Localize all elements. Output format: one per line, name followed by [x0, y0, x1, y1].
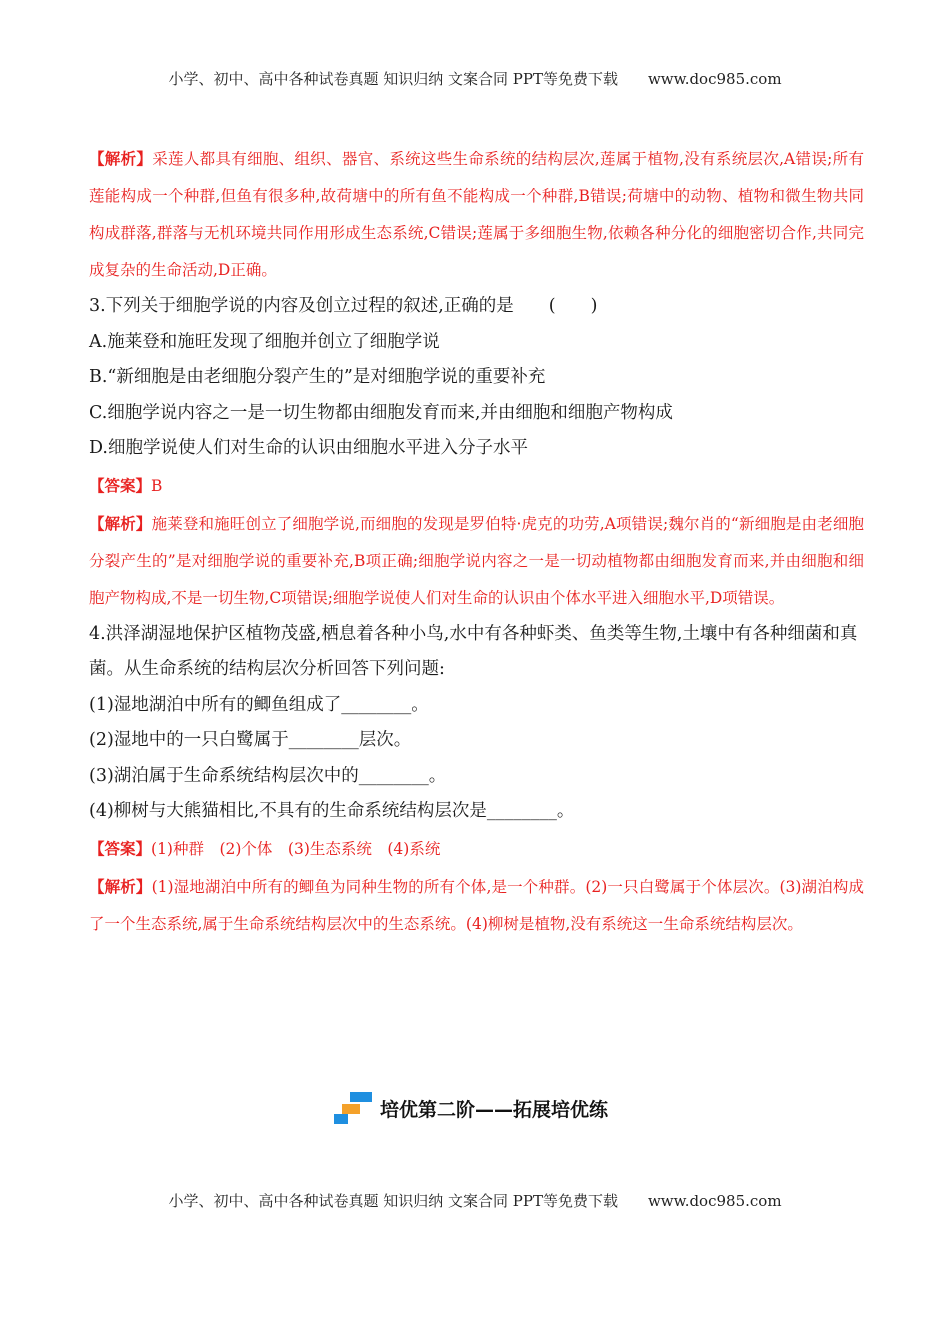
document-body — [89, 140, 864, 943]
q4-sub-4: (4)柳树与大熊猫相比,不具有的生命系统结构层次是________。 — [89, 801, 575, 821]
q3-option-b: B.“新细胞是由老细胞分裂产生的”是对细胞学说的重要补充 — [89, 367, 546, 387]
analysis-tag: 【解析】 — [89, 876, 152, 896]
q4-sub-1: (1)湿地湖泊中所有的鲫鱼组成了________。 — [89, 694, 429, 715]
analysis-text: 采莲人都具有细胞、组织、器官、系统这些生命系统的结构层次,莲属于植物,没有系统层次,A错误;所有莲能构成一个种群,但鱼有很多种,故荷塘中的所有鱼不能构成一个种群,B错误;荷塘中的动物、植物和微生物共同构成群落,群落与无机环境共同作用形成生态系统,C错误;莲属于多细胞生物,依赖各种分化的细胞密切合作,共同完成复杂的生命活动,D正确。 — [89, 150, 864, 279]
section-heading — [334, 1083, 608, 1133]
header-url: www.doc985.com — [647, 70, 782, 88]
answer-text: B — [151, 476, 163, 495]
header-text: 小学、初中、高中各种试卷真题 知识归纳 文案合同 PPT等免费下载 — [168, 70, 618, 88]
footer-text: 小学、初中、高中各种试卷真题 知识归纳 文案合同 PPT等免费下载 — [168, 1192, 618, 1210]
q4-sub-2: (2)湿地中的一只白鹭属于________层次。 — [89, 730, 412, 750]
analysis-tag: 【解析】 — [89, 513, 152, 533]
q4-sub-3: (3)湖泊属于生命系统结构层次中的________。 — [89, 765, 447, 786]
section-title: 培优第二阶——拓展培优练 — [380, 1098, 609, 1121]
q3-option-a: A.施莱登和施旺发现了细胞并创立了细胞学说 — [89, 331, 440, 352]
answer-tag: 【答案】 — [89, 838, 152, 858]
page-footer — [0, 1190, 950, 1211]
q3-answer — [89, 467, 864, 505]
analysis-text: (1)湿地湖泊中所有的鲫鱼为同种生物的所有个体,是一个种群。(2)一只白鹭属于个体层次。(3)湖泊构成了一个生态系统,属于生命系统结构层次中的生态系统。(4)柳树是植物,没有系统这一生命系统结构层次。 — [89, 877, 864, 933]
q3-stem: 3.下列关于细胞学说的内容及创立过程的叙述,正确的是 ( ) — [89, 296, 598, 316]
q3-option-d: D.细胞学说使人们对生命的认识由细胞水平进入分子水平 — [89, 438, 528, 458]
q2-analysis — [89, 140, 864, 289]
q3-option-c: C.细胞学说内容之一是一切生物都由细胞发育而来,并由细胞和细胞产物构成 — [89, 402, 673, 423]
footer-url: www.doc985.com — [647, 1192, 782, 1210]
analysis-tag: 【解析】 — [89, 149, 153, 168]
stacked-blocks-icon — [334, 1092, 374, 1124]
q4-analysis — [89, 868, 864, 943]
analysis-text: 施莱登和施旺创立了细胞学说,而细胞的发现是罗伯特·虎克的功劳,A项错误;魏尔肖的“新细胞是由老细胞分裂产生的”是对细胞学说的重要补充,B项正确;细胞学说内容之一是一切动植物都由细胞发育而来,并由细胞和细胞产物构成,不是一切生物,C项错误;细胞学说使人们对生命的认识由个体水平进入细胞水平,D项错误。 — [89, 514, 864, 607]
answer-tag: 【答案】 — [89, 475, 152, 495]
answer-text: (1)种群 (2)个体 (3)生态系统 (4)系统 — [151, 839, 441, 858]
q4-stem: 4.洪泽湖湿地保护区植物茂盛,栖息着各种小鸟,水中有各种虾类、鱼类等生物,土壤中有各种细菌和真菌。从生命系统的结构层次分析回答下列问题: — [89, 623, 858, 679]
q4-answer — [89, 830, 864, 868]
page-header — [0, 68, 950, 89]
q3-analysis — [89, 505, 864, 617]
